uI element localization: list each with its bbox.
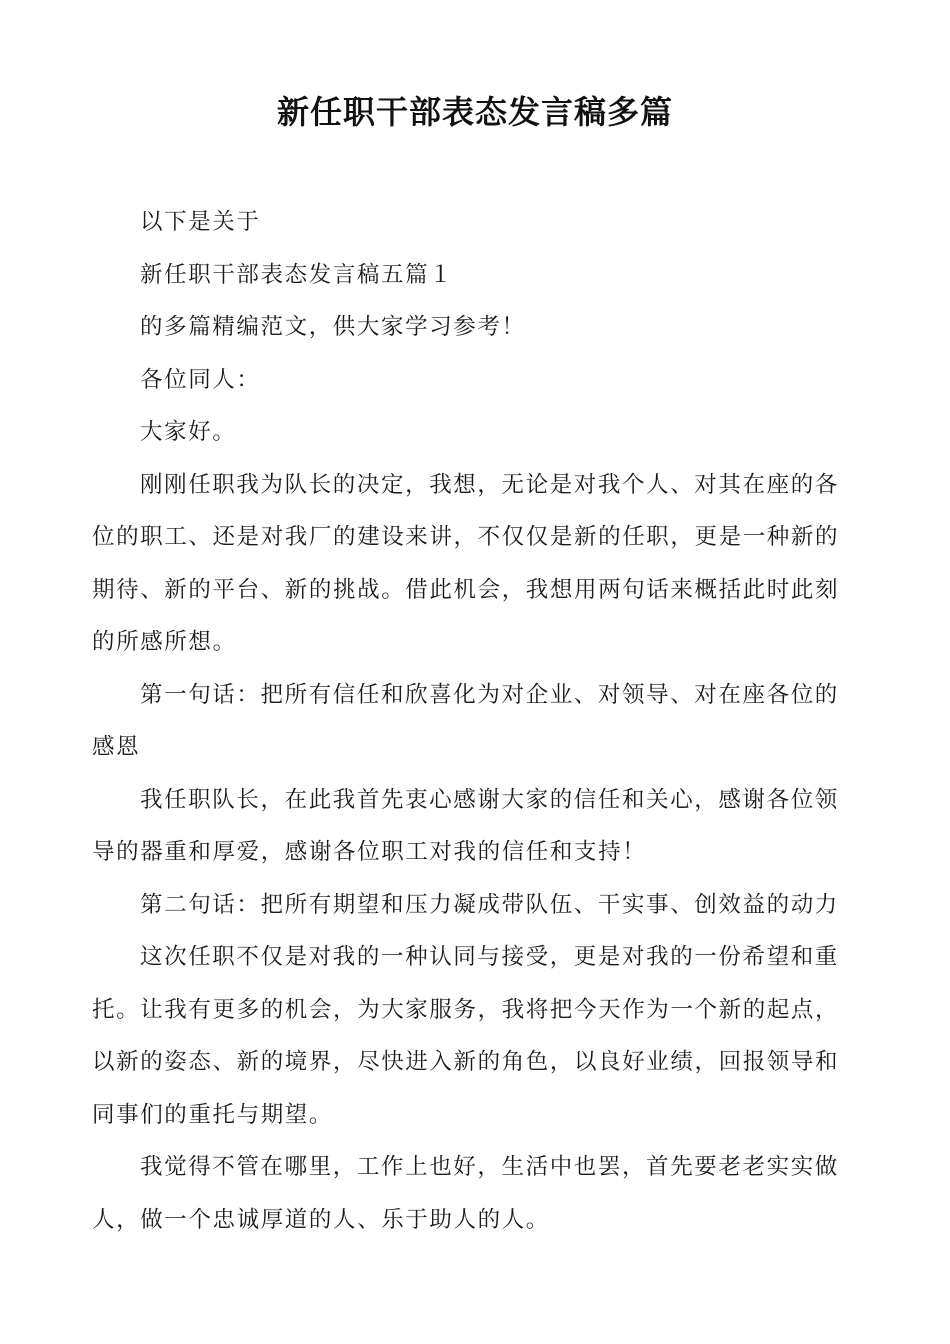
paragraph-greeting: 各位同人：	[140, 366, 261, 393]
document-title: 新任职干部表态发言稿多篇	[276, 93, 673, 131]
paragraph-intro-3: 的多篇精编范文，供大家学习参考！	[140, 314, 526, 340]
paragraph-heading-second: 第二句话：把所有期望和压力凝成带队伍、干实事、创效益的动力	[140, 891, 839, 918]
document-body	[92, 196, 858, 1246]
paragraph-hello: 大家好。	[140, 419, 237, 445]
paragraph-intro-2: 新任职干部表态发言稿五篇１	[140, 261, 454, 288]
paragraph-body: 刚刚任职我为队长的决定，我想，无论是对我个人、对其在座的各位的职工、还是对我厂的建设来讲，不仅仅是新的任职，更是一种新的期待、新的平台、新的挑战。借此机会，我想用两句话来概括此时此刻的所感所想。	[92, 471, 840, 655]
paragraph-intro-1: 以下是关于	[140, 209, 261, 235]
paragraph-body: 这次任职不仅是对我的一种认同与接受，更是对我的一份希望和重托。让我有更多的机会，为大家服务，我将把今天作为一个新的起点，以新的姿态、新的境界，尽快进入新的角色，以良好业绩，回报领导和同事们的重托与期望。	[92, 944, 840, 1128]
paragraph-body: 我觉得不管在哪里，工作上也好，生活中也罢，首先要老老实实做人，做一个忠诚厚道的人、乐于助人的人。	[92, 1154, 839, 1233]
paragraph-body: 我任职队长，在此我首先衷心感谢大家的信任和关心，感谢各位领导的器重和厚爱，感谢各位职工对我的信任和支持！	[92, 786, 839, 865]
paragraph-heading-first: 第一句话：把所有信任和欣喜化为对企业、对领导、对在座各位的感恩	[92, 681, 839, 760]
